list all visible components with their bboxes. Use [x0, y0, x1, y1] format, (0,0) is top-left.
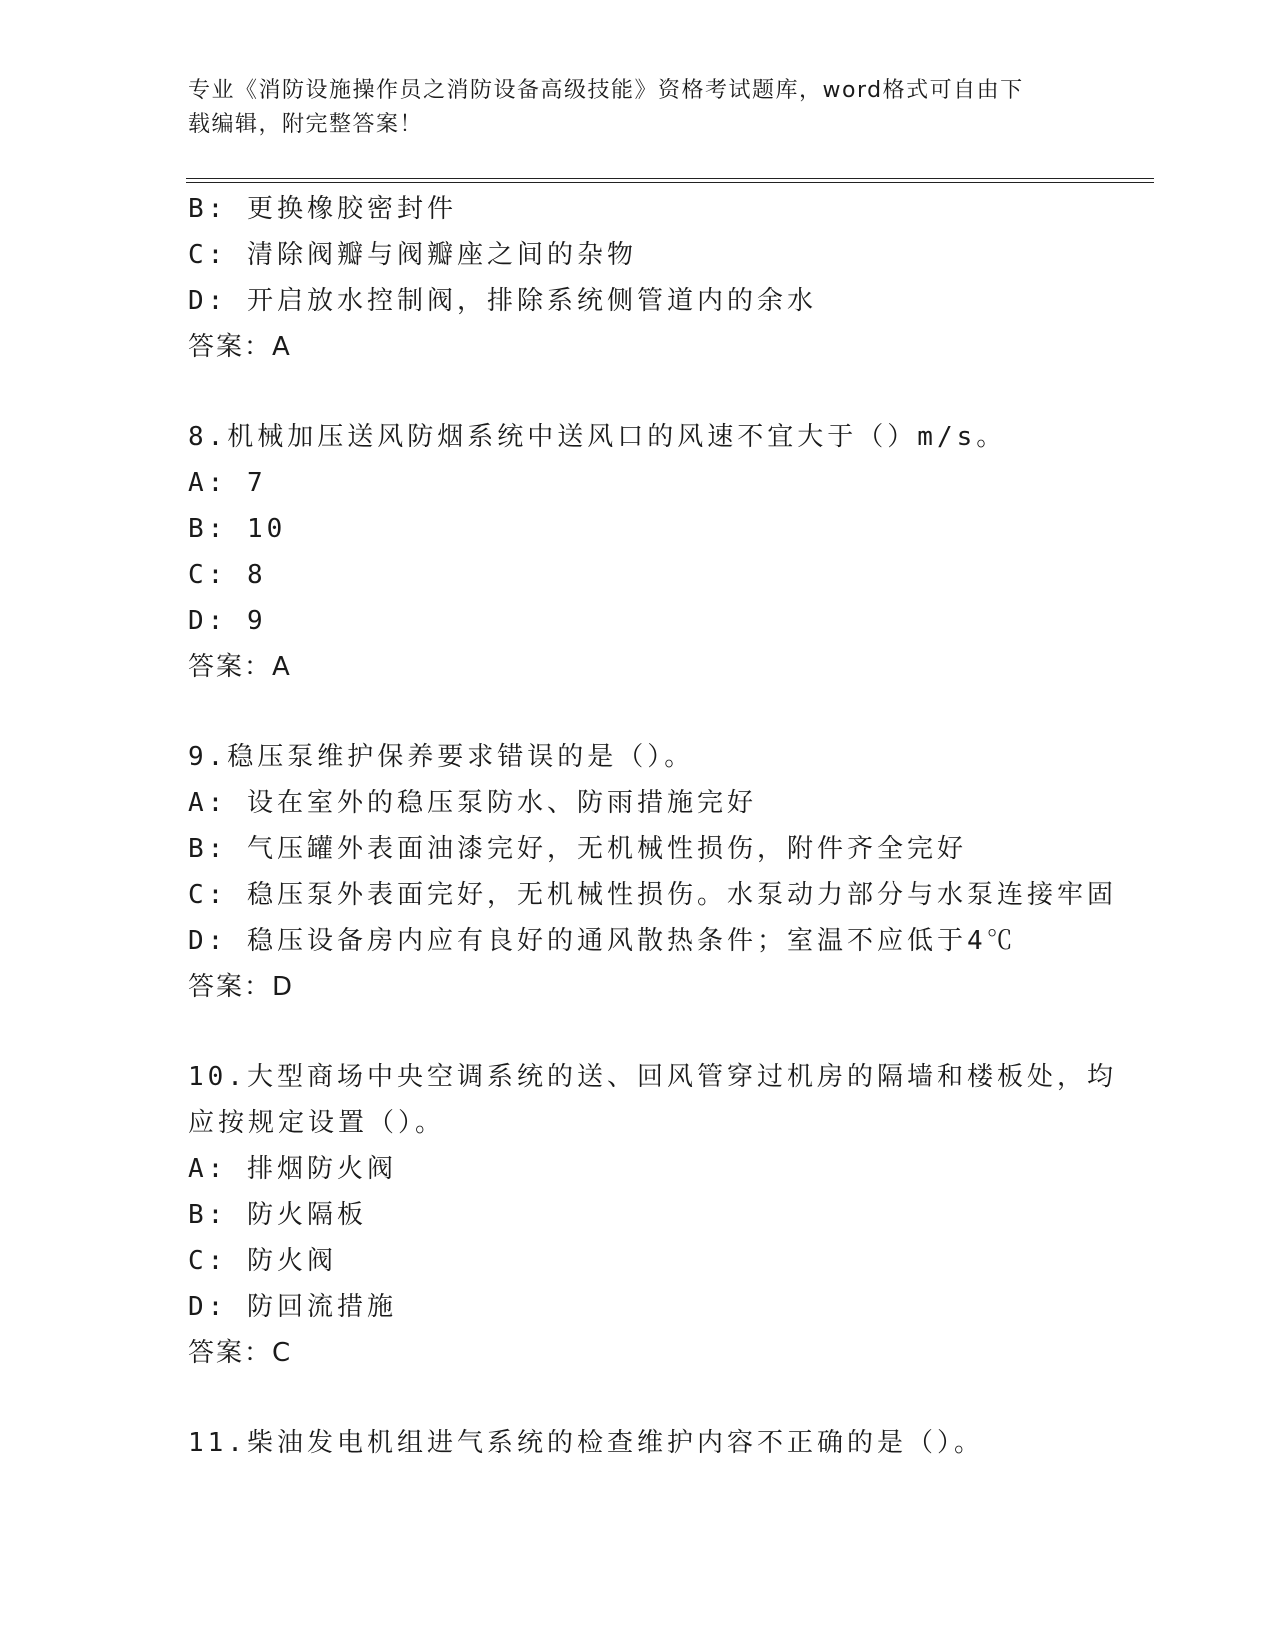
- question-7: [188, 186, 1088, 370]
- question-text: 9.稳压泵维护保养要求错误的是（）。: [188, 742, 695, 772]
- question-11: [188, 1420, 1088, 1466]
- question-8: [188, 414, 1088, 690]
- option-b: B: 气压罐外表面油漆完好，无机械性损伤，附件齐全完好: [188, 834, 967, 864]
- header-line-1: 专业《消防设施操作员之消防设备高级技能》资格考试题库，word格式可自由下: [188, 78, 1024, 103]
- option-b: B: 防火隔板: [188, 1200, 367, 1230]
- option-d: D: 稳压设备房内应有良好的通风散热条件；室温不应低于4℃: [188, 926, 1017, 956]
- answer-label: 答案：D: [188, 972, 295, 1002]
- answer-label: 答案：A: [188, 652, 292, 682]
- option-c: C: 清除阀瓣与阀瓣座之间的杂物: [188, 240, 637, 270]
- question-text: 11.柴油发电机组进气系统的检查维护内容不正确的是（）。: [188, 1428, 984, 1458]
- page-header: [188, 74, 1068, 142]
- answer-label: 答案：C: [188, 1338, 293, 1368]
- question-text: 8.机械加压送风防烟系统中送风口的风速不宜大于（）m/s。: [188, 422, 1007, 452]
- option-d: D: 防回流措施: [188, 1292, 397, 1322]
- question-text-line-1: 10.大型商场中央空调系统的送、回风管穿过机房的隔墙和楼板处，均: [188, 1062, 1117, 1092]
- spacer: [188, 1010, 1088, 1054]
- spacer: [188, 370, 1088, 414]
- option-a: A: 排烟防火阀: [188, 1154, 397, 1184]
- spacer: [188, 1376, 1088, 1420]
- option-a: A: 设在室外的稳压泵防水、防雨措施完好: [188, 788, 757, 818]
- option-b: B: 10: [188, 514, 287, 544]
- option-d: D: 9: [188, 606, 267, 636]
- option-c: C: 稳压泵外表面完好，无机械性损伤。水泵动力部分与水泵连接牢固: [188, 880, 1117, 910]
- option-c: C: 防火阀: [188, 1246, 337, 1276]
- question-text-line-2: 应按规定设置（）。: [188, 1108, 446, 1138]
- answer-label: 答案：A: [188, 332, 292, 362]
- header-line-2: 载编辑，附完整答案！: [188, 112, 424, 137]
- question-9: [188, 734, 1117, 1010]
- option-a: A: 7: [188, 468, 267, 498]
- option-c: C: 8: [188, 560, 267, 590]
- spacer: [188, 690, 1088, 734]
- question-list: [188, 186, 1117, 1466]
- option-d: D: 开启放水控制阀，排除系统侧管道内的余水: [188, 286, 817, 316]
- option-b: B: 更换橡胶密封件: [188, 194, 457, 224]
- question-10: [188, 1054, 1117, 1376]
- header-rule-thick: [186, 178, 1154, 179]
- header-rule-thin: [186, 182, 1154, 183]
